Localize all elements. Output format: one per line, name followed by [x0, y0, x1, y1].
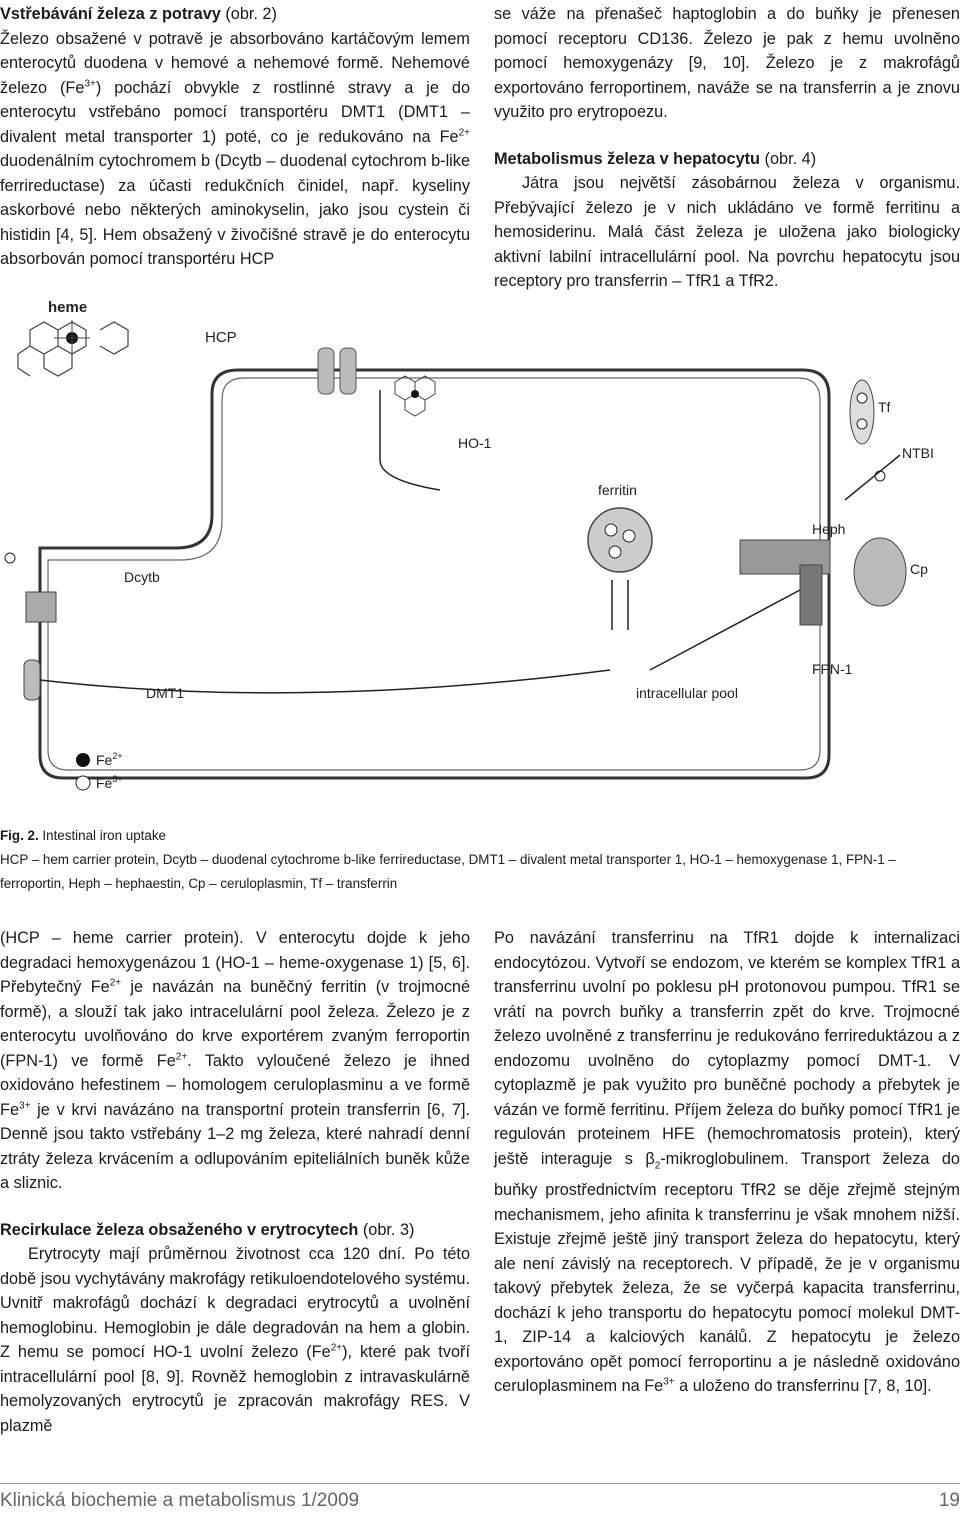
hcp-transporter — [318, 348, 334, 394]
heme-small-icon — [395, 376, 435, 416]
top-right-column — [494, 2, 960, 294]
fe2-legend-label: $Fe^{2+}$ — [96, 751, 123, 768]
intro-paragraph: Vstřebávání železa z potravy (obr. 2) Železo obsažené v potravě je absorbováno kartáčovým lemem enterocytů duodena v hemové a nehemové formě. Nehemové železo $(Fe^{3+})$ pochází obvykle z rostlinné stravy a je do enterocytu vstřebáno pomocí transportéru DMT1 (DMT1 – divalent metal transporter 1) poté, co je redukováno na $Fe^{2+}$ duodenálním cytochromem b (Dcytb – duodenal cytochrom b-like ferrireductase) za účasti redukčních činidel, např. kyseliny askorbové nebo některých aminokyselin, jako jsou cystein či histidin [4, 5]. Hem obsažený v živočišné stravě je do enterocytu absorbován pomocí transportéru HCP — [0, 5, 470, 268]
ferritin-label: ferritin — [598, 482, 637, 498]
fe2-legend-dot — [76, 753, 90, 767]
cell-membrane-inner — [48, 378, 820, 770]
heme-molecule-icon — [18, 299, 128, 376]
figure-caption — [0, 824, 960, 896]
hepatocyte-section: Metabolismus železa v hepatocytu (obr. 4) — [494, 149, 817, 168]
ntbi-label: NTBI — [902, 445, 934, 461]
dcytb-icon — [26, 592, 56, 622]
fe3-legend-dot — [76, 776, 90, 790]
hcp-label: HCP — [205, 329, 237, 346]
figure-title: Intestinal iron uptake — [38, 828, 166, 843]
bottom-left-column — [0, 926, 470, 1438]
bottom-right-column — [494, 926, 960, 1399]
ho1-label: HO-1 — [458, 435, 492, 451]
top-left-column — [0, 2, 470, 272]
dmt1-icon — [24, 660, 40, 700]
paragraph: Játra jsou největší zásobárnou železa v organismu. Přebývající železo je v nich ukládáno ve formě ferritinu a hemosiderinu. Malá část železa je uložena jako biologicky aktivní labilní intracellulární pool. Na povrchu hepatocytu jsou receptory pro transferrin – TfR1 a TfR2. — [494, 174, 960, 290]
transferrin-icon — [850, 380, 874, 444]
footer-rule — [0, 1483, 960, 1484]
ferritin-icon — [588, 508, 652, 572]
paragraph: se váže na přenašeč haptoglobin a do buňky je přenesen pomocí receptoru CD136. Železo je pak z hemu uvolněno pomocí hemoxygenázy [9, 10]. Železo je z makrofágů exportováno ferroportinem, naváže se na transferrin a je znovu využito pro erytropoezu. — [494, 5, 960, 121]
recirculation-section: Recirkulace železa obsaženého v erytrocytech (obr. 3) — [0, 1220, 415, 1239]
tf-label: Tf — [878, 399, 891, 415]
journal-title: Klinická biochemie a metabolismus 1/2009 — [0, 1490, 360, 1511]
heph-label: Heph — [812, 521, 846, 537]
pool-label: intracellular pool — [636, 685, 738, 701]
fe3-legend-label: $Fe^{3+}$ — [96, 774, 123, 791]
section-heading-hepatocyte: Metabolismus železa v hepatocytu — [494, 149, 761, 168]
section-heading-recirculation: Recirkulace železa obsaženého v erytrocytech — [0, 1220, 359, 1239]
dcytb-label: Dcytb — [124, 569, 160, 585]
figure-label: Fig. 2. — [0, 828, 39, 843]
figure-legend: HCP – hem carrier protein, Dcytb – duodenal cytochrome b-like ferrireductase, DMT1 – divalent metal transporter 1, HO-1 – hemoxygenase 1, FPN-1 – ferroportin, Heph – hephaestin, Cp – ceruloplasmin, Tf – transferrin — [0, 852, 896, 891]
svg-text:heme: heme — [48, 299, 88, 316]
fpn1-label: FPN-1 — [812, 661, 853, 677]
section-heading-absorption: Vstřebávání železa z potravy — [0, 5, 221, 23]
ferroportin-icon — [800, 565, 822, 625]
paragraph: (HCP – heme carrier protein). V enterocytu dojde k jeho degradaci hemoxygenázou 1 (HO-1 – heme-oxygenase 1) [5, 6]. Přebytečný $Fe^{2+}$ je navázán na buněčný ferritin (v trojmocné formě), a slouží tak jako intracelulární pool železa. Železo je z enterocytu uvolňováno do krve exportérem zvaným ferroportin (FPN-1) ve formě $Fe^{2+}$. Takto vyloučené železo je ihned oxidováno hefestinem – homologem ceruloplasminu a ve formě $Fe^{3+}$ je v krvi navázáno na transportní protein transferrin [6, 7]. Denně jsou takto vstřebány 1–2 mg železa, které nahradí denní ztráty železa krvácením a odlupováním epiteliálních buněk kůže a sliznic. — [0, 929, 470, 1192]
paragraph: Erytrocyty mají průměrnou životnost cca 120 dní. Po této době jsou vychytávány makrofágy retikuloendotelového systému. Uvnitř makrofágů dochází k degradaci erytrocytů a uvolnění hemoglobinu. Hemoglobin je dále degradován na hem a globin. Z hemu se pomocí HO-1 uvolní železo $(Fe^{2+})$, které pak tvoří intracellulární pool [8, 9]. Rovněž hemoglobin z intravaskulárně hemolyzovaných erytrocytů je zpracován makrofágy RES. V plazmě — [0, 1245, 470, 1435]
intestinal-iron-uptake-diagram — [0, 290, 960, 830]
ceruloplasmin-icon — [854, 538, 906, 606]
page-number: 19 — [938, 1490, 960, 1511]
paragraph: Po navázání transferrinu na TfR1 dojde k internalizaci endocytózou. Vytvoří se endozom, ve kterém se komplex TfR1 a transferrinu uvolní po poklesu pH protonovou pumpou. TfR1 se vrátí na povrch buňky a transferrin zpět do krve. Trojmocné železo uvolněné z transferrinu je redukováno ferrireduktázou a z endozomu uvolněno do cytoplazmy pomocí DMT-1. V cytoplazmě je pak využito pro buněčné pochody a přebytek je vázán ve formě ferritinu. Příjem železa do buňky pomocí TfR1 je regulován proteinem HFE (hemochromatosis protein), který ještě interaguje s $\beta_2$-mikroglobulinem. Transport železa do buňky prostřednictvím receptoru TfR2 se děje zřejmě stejným mechanismem, jeho afinita k transferrinu je však mnohem nižší. Existuje zřejmě ještě jiný transport železa do hepatocytu, který ale není závislý na receptorech. V případě, že je v organismu takový přebytek železa, že se vyčerpá kapacita transferrinu, dochází k jeho transportu do hepatocytu pomocí molekul DMT-1, ZIP-14 a kalciových kanálů. Z hepatocytu je železo exportováno opět pomocí ferroportinu a je následně oxidováno ceruloplasminem na $Fe^{3+}$ a uloženo do transferrinu [7, 8, 10]. — [494, 929, 960, 1396]
cp-label: Cp — [910, 561, 928, 577]
dmt1-label: DMT1 — [146, 685, 185, 701]
